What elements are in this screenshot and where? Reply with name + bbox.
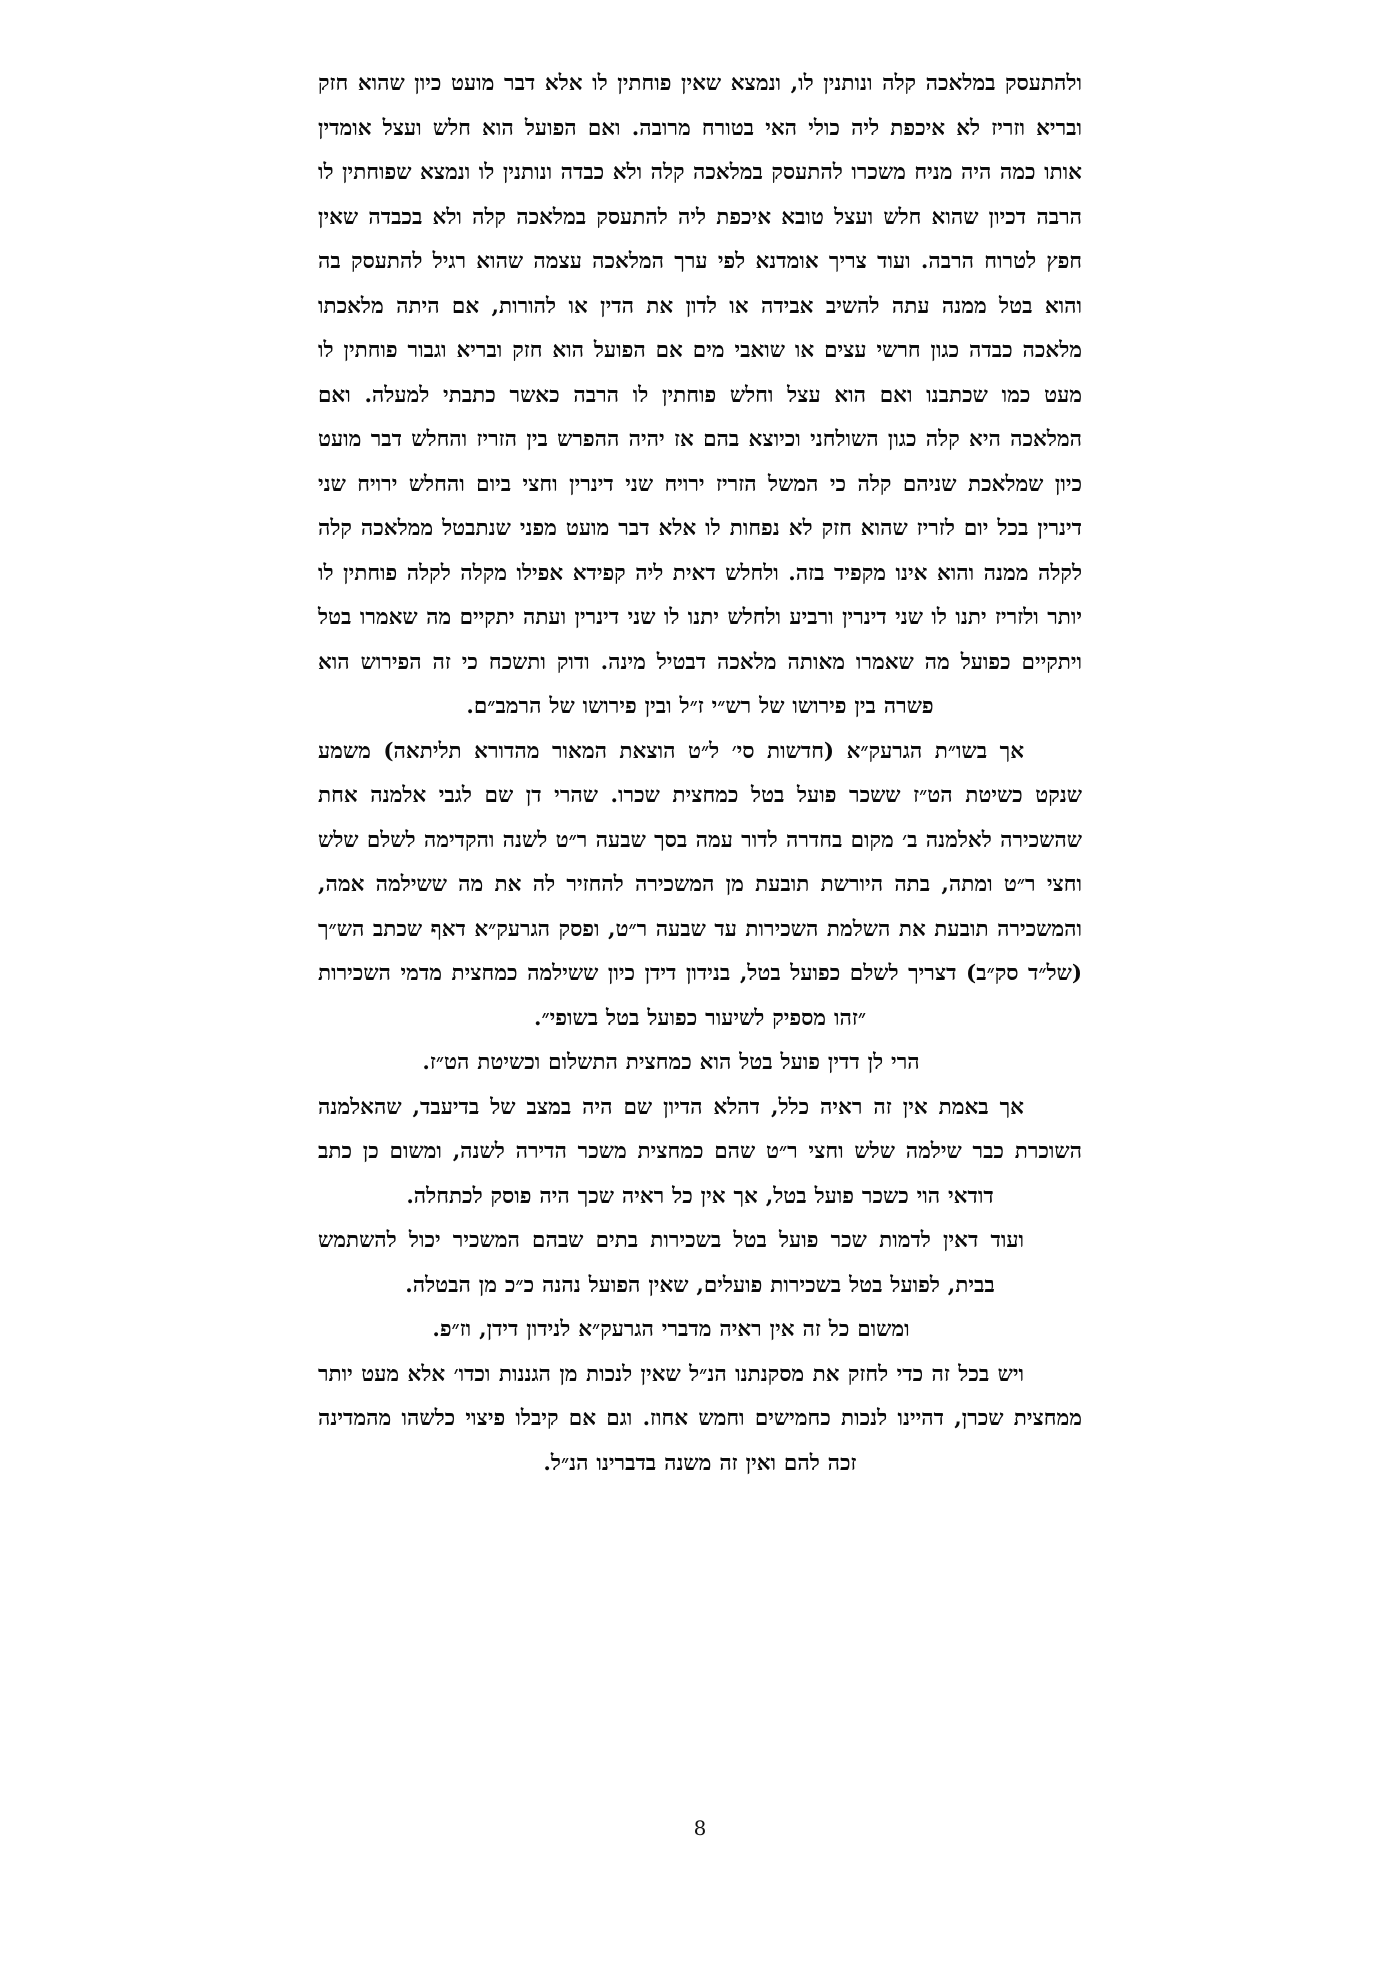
paragraph-5: ועוד דאין לדמות שכר פועל בטל בשכירות בתים שבהם המשכיר יכול להשתמש בבית, לפועל בטל בשכירות פועלים, שאין הפועל נהנה כ״כ מן הבטלה. xyxy=(318,1228,1024,1298)
paragraph-2: אך בשו״ת הגרעק״א (חדשות סי׳ ל״ט הוצאת המאור מהדורא תליתאה) משמע שנקט כשיטת הט״ז ששכר פועל בטל כמחצית שכרו. שהרי דן שם לגבי אלמנה אחת שהשכירה לאלמנה ב׳ מקום בחדרה לדור עמה בסך שבעה ר״ט לשנה והקדימה לשלם שלש וחצי ר״ט ומתה, בתה היורשת תובעת מן המשכירה להחזיר לה את מה ששילמה אמה, והמשכירה תובעת את השלמת השכירות עד שבעה ר״ט, ופסק הגרעק״א דאף שכתב הש״ך (של״ד סק״ב) דצריך לשלם כפועל בטל, בנידון דידן כיון ששילמה כמחצית מדמי השכירות ״זהו מספיק לשיעור כפועל בטל בשופי״. xyxy=(318,738,1082,1031)
page-text-body xyxy=(318,62,1082,1486)
paragraph-7: ויש בכל זה כדי לחזק את מסקנתנו הנ״ל שאין לנכות מן הגננות וכדו׳ אלא מעט יותר ממחצית שכרן, דהיינו לנכות כחמישים וחמש אחוז. וגם אם קיבלו פיצוי כלשהו מהמדינה זכה להם ואין זה משנה בדברינו הנ״ל. xyxy=(318,1361,1082,1476)
paragraph-3: הרי לן דדין פועל בטל הוא כמחצית התשלום וכשיטת הט״ז. xyxy=(422,1050,920,1075)
paragraph-4: אך באמת אין זה ראיה כלל, דהלא הדיון שם היה במצב של בדיעבד, שהאלמנה השוכרת כבר שילמה שלש וחצי ר״ט שהם כמחצית משכר הדירה לשנה, ומשום כן כתב דודאי הוי כשכר פועל בטל, אך אין כל ראיה שכך היה פוסק לכתחלה. xyxy=(318,1094,1082,1209)
paragraph-6: ומשום כל זה אין ראיה מדברי הגרעק״א לנידון דידן, וז״פ. xyxy=(432,1317,910,1342)
paragraph-1: ולהתעסק במלאכה קלה ונותנין לו, ונמצא שאין פוחתין לו אלא דבר מועט כיון שהוא חזק ובריא וזריז לא איכפת ליה כולי האי בטורח מרובה. ואם הפועל הוא חלש ועצל אומדין אותו כמה היה מניח משכרו להתעסק במלאכה קלה ולא כבדה ונותנין לו ונמצא שפוחתין לו הרבה דכיון שהוא חלש ועצל טובא איכפת ליה להתעסק במלאכה קלה ולא בכבדה שאין חפץ לטרוח הרבה. ועוד צריך אומדנא לפי ערך המלאכה עצמה שהוא רגיל להתעסק בה והוא בטל ממנה עתה להשיב אבידה או לדון את הדין או להורות, אם היתה מלאכתו מלאכה כבדה כגון חרשי עצים או שואבי מים אם הפועל הוא חזק ובריא וגבור פוחתין לו מעט כמו שכתבנו ואם הוא עצל וחלש פוחתין לו הרבה כאשר כתבתי למעלה. ואם המלאכה היא קלה כגון השולחני וכיוצא בהם אז יהיה ההפרש בין הזריז והחלש דבר מועט כיון שמלאכת שניהם קלה כי המשל הזריז ירויח שני דינרין וחצי ביום והחלש ירויח שני דינרין בכל יום לזריז שהוא חזק לא נפחות לו אלא דבר מועט מפני שנתבטל ממלאכה קלה לקלה ממנה והוא אינו מקפיד בזה. ולחלש דאית ליה קפידא אפילו מקלה לקלה פוחתין לו יותר ולזריז יתנו לו שני דינרין ורביע ולחלש יתנו לו שני דינרין ועתה יתקיים מה שאמרו בטל ויתקיים כפועל מה שאמרו מאותה מלאכה דבטיל מינה. ודוק ותשכח כי זה הפירוש הוא פשרה בין פירושו של רש״י ז״ל ובין פירושו של הרמב״ם. xyxy=(318,71,1082,719)
page-number: 8 xyxy=(693,1816,707,1840)
